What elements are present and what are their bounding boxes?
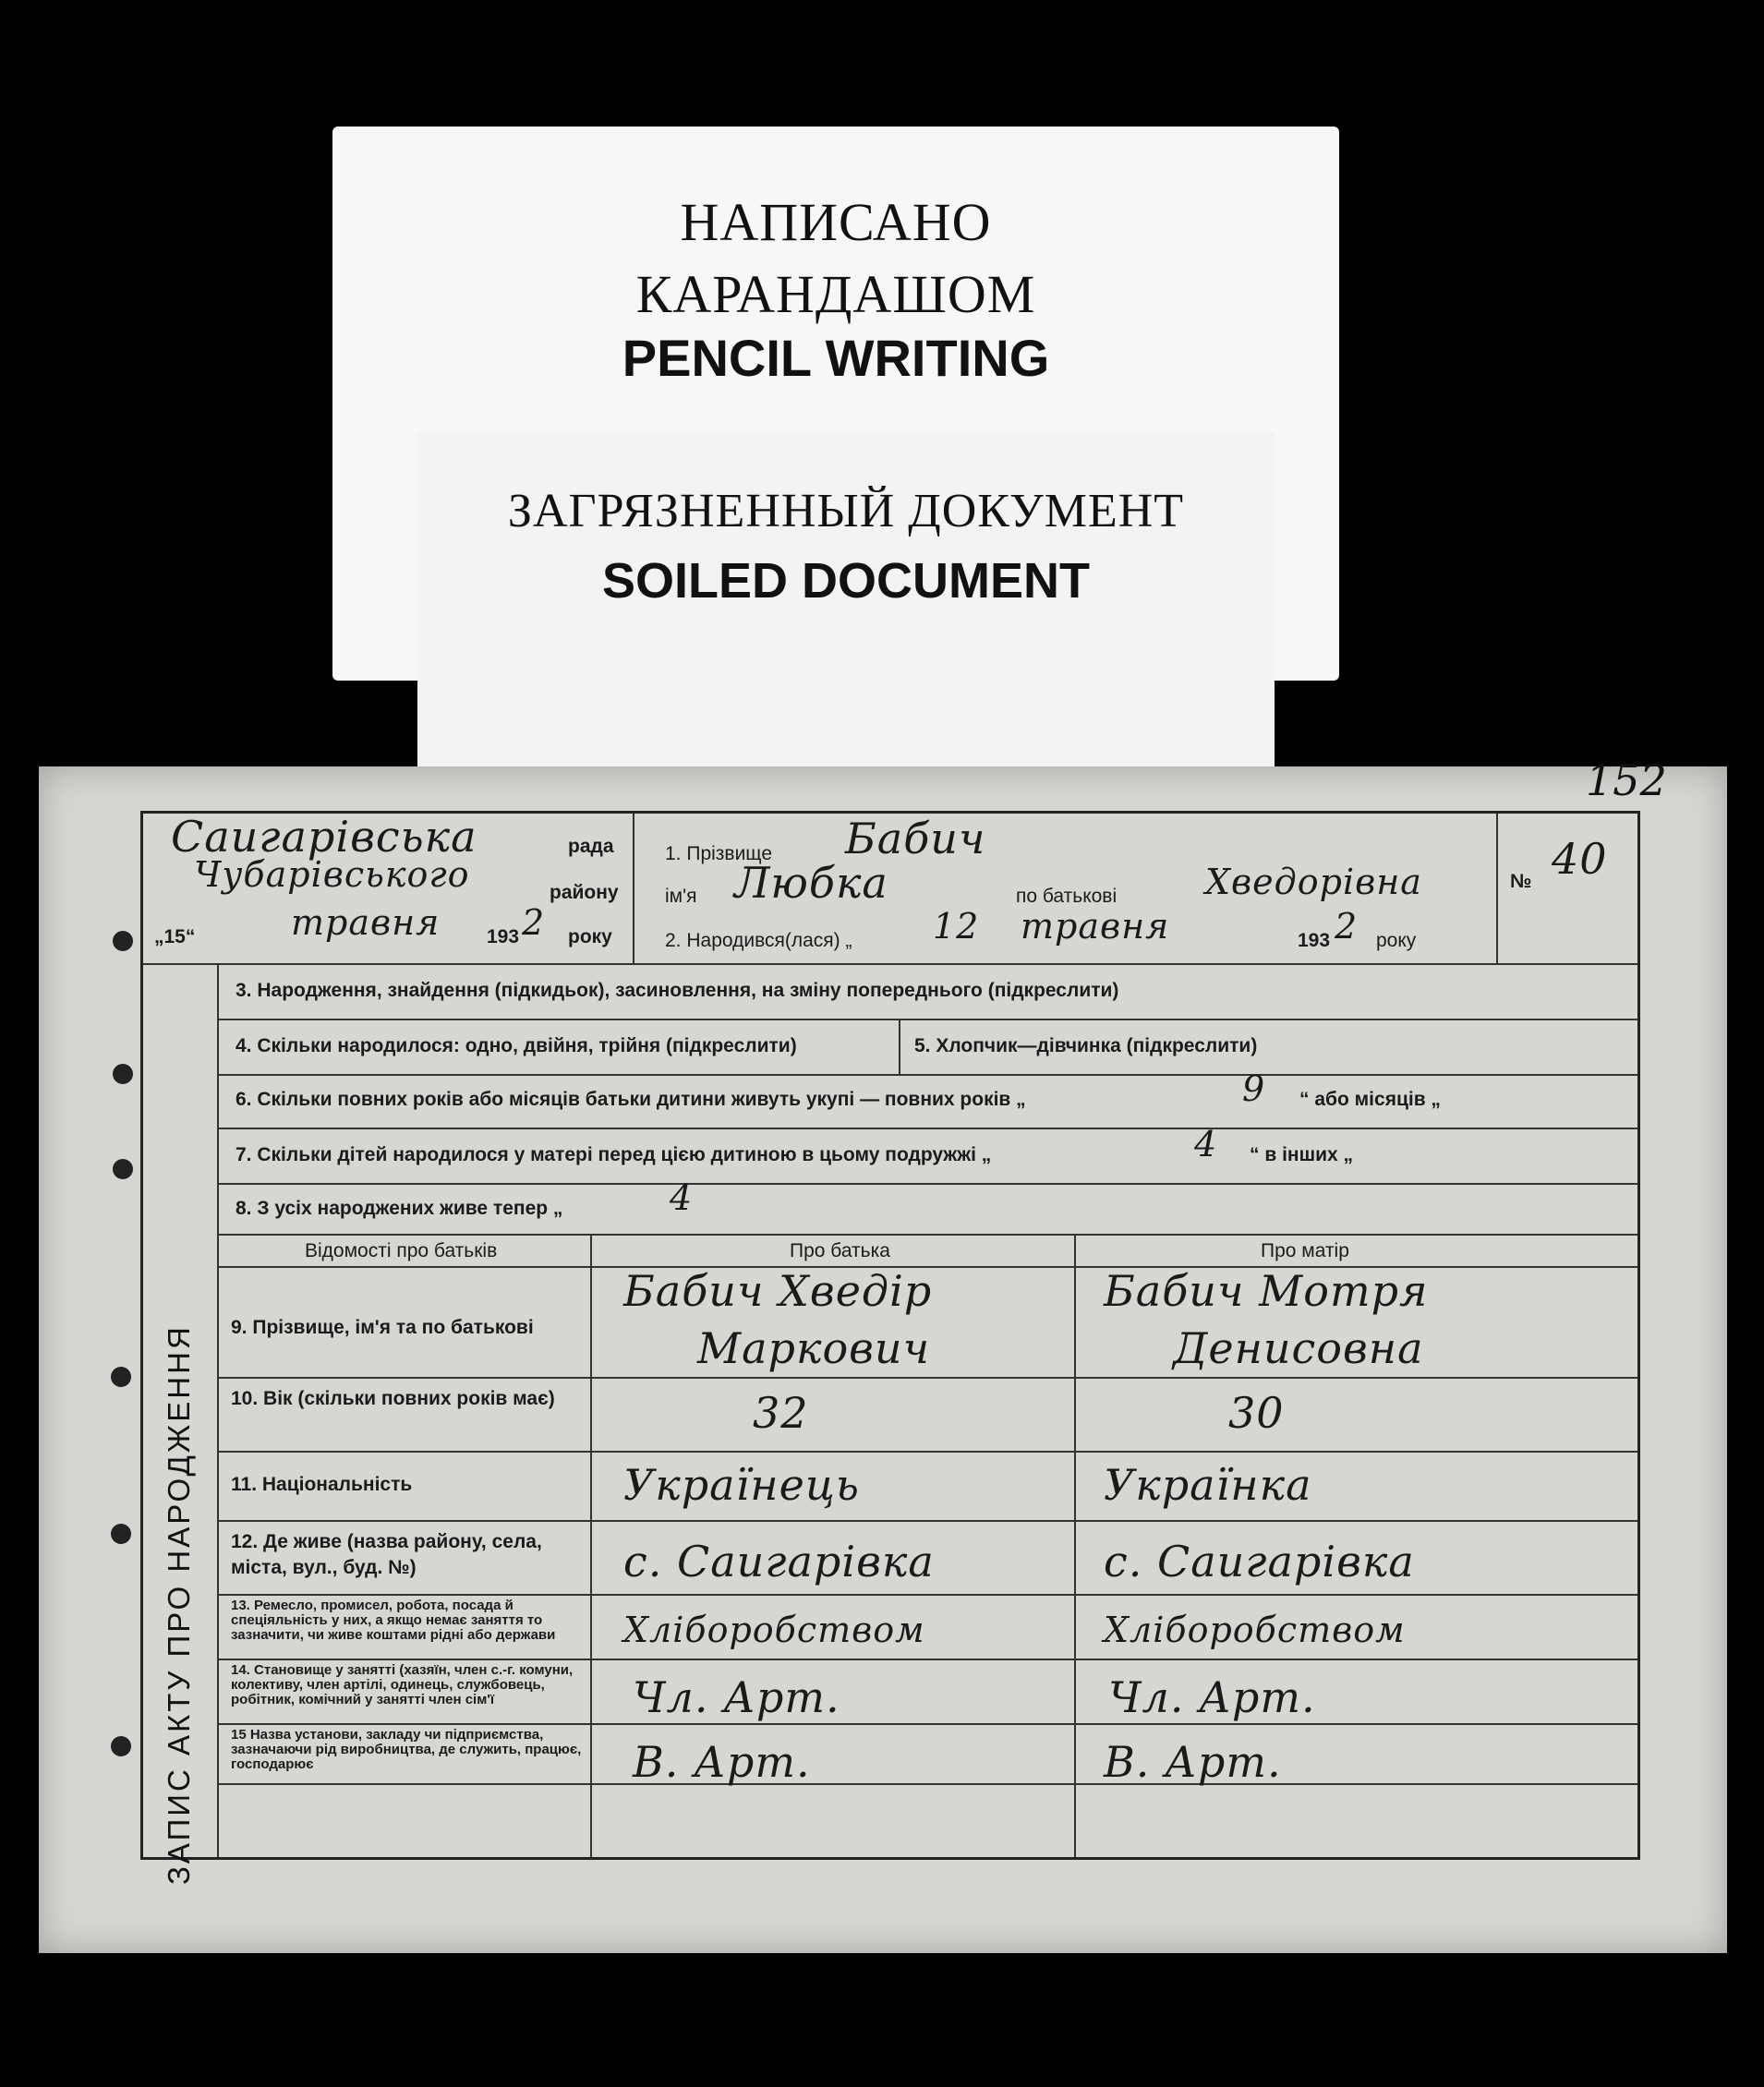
first-name-value: Любка bbox=[734, 858, 888, 908]
patronymic-label: по батькові bbox=[1016, 886, 1118, 907]
question-7-value: 4 bbox=[1194, 1124, 1218, 1164]
column-mother: Про матір bbox=[1261, 1240, 1349, 1261]
record-number-label: № bbox=[1510, 871, 1532, 892]
question-7: 7. Скільки дітей народилося у матері перед цією дитиною в цьому подружжі „ bbox=[236, 1144, 992, 1165]
registration-year-suffix: 2 bbox=[522, 902, 546, 943]
registration-roku-label: року bbox=[568, 926, 612, 947]
rada-value: Саигарівська bbox=[171, 812, 477, 862]
punch-hole bbox=[111, 1367, 131, 1387]
soiled-document-notice bbox=[417, 432, 1275, 774]
mother-age: 30 bbox=[1228, 1388, 1285, 1438]
column-father: Про батька bbox=[790, 1240, 890, 1261]
surname-label: 1. Прізвище bbox=[665, 843, 773, 864]
registration-year-prefix: 193 bbox=[487, 926, 520, 947]
registration-month: травня bbox=[291, 902, 441, 943]
first-name-label: ім'я bbox=[665, 886, 697, 907]
punch-hole bbox=[111, 1736, 131, 1756]
row-11-label: 11. Національність bbox=[231, 1474, 413, 1495]
row-13-label: 13. Ремесло, промисел, робота, посада й спеціяльність у них, а якщо немає заняття то зазначити, чи живе коштами рідні або держави bbox=[231, 1598, 556, 1643]
rayon-value: Чубарівського bbox=[194, 854, 470, 895]
pencil-notice-en: PENCIL WRITING bbox=[622, 329, 1050, 387]
punch-hole bbox=[113, 1159, 133, 1179]
question-6-value: 9 bbox=[1242, 1068, 1266, 1109]
row-14-label: 14. Становище у занятті (хазяїн, член с.-г. комуни, колективу, член артілі, одинець, службовець, робітник, комічний у занятті член сім'ї bbox=[231, 1662, 574, 1707]
mother-workplace: В. Арт. bbox=[1104, 1737, 1282, 1787]
mother-nationality: Українка bbox=[1104, 1460, 1312, 1510]
sheet-number: 152 bbox=[1586, 755, 1667, 805]
soiled-notice-ru: ЗАГРЯЗНЕННЫЙ ДОКУМЕНТ bbox=[507, 485, 1185, 537]
father-surname-name: Бабич Хведір bbox=[623, 1266, 933, 1316]
birth-roku-label: року bbox=[1376, 930, 1417, 951]
rada-label: рада bbox=[568, 836, 614, 857]
punch-hole bbox=[113, 931, 133, 951]
mother-occupation: Хліборобством bbox=[1104, 1610, 1406, 1650]
father-residence: с. Саигарівка bbox=[623, 1537, 935, 1586]
birth-year-prefix: 193 bbox=[1298, 930, 1331, 951]
rayon-label: району bbox=[550, 882, 619, 903]
birth-day: 12 bbox=[933, 906, 980, 947]
birth-year-suffix: 2 bbox=[1335, 906, 1359, 947]
mother-occupation-status: Чл. Арт. bbox=[1108, 1672, 1316, 1722]
question-6: 6. Скільки повних років або місяців батьки дитини живуть укупі — повних років „ bbox=[236, 1089, 1026, 1110]
question-5: 5. Хлопчик—дівчинка (підкреслити) bbox=[914, 1035, 1258, 1056]
form-vertical-title: ЗАПИС АКТУ ПРО НАРОДЖЕННЯ bbox=[162, 1324, 196, 1885]
pencil-notice-ru-line2: КАРАНДАШОМ bbox=[635, 264, 1036, 324]
soiled-notice-en: SOILED DOCUMENT bbox=[601, 553, 1090, 609]
father-occupation-status: Чл. Арт. bbox=[633, 1672, 840, 1722]
father-nationality: Українець bbox=[623, 1460, 860, 1510]
column-parents-info: Відомості про батьків bbox=[305, 1240, 498, 1261]
registration-day: „15“ bbox=[154, 926, 196, 947]
mother-residence: с. Саигарівка bbox=[1104, 1537, 1415, 1586]
question-8: 8. З усіх народжених живе тепер „ bbox=[236, 1198, 563, 1219]
pencil-notice-ru-line1: НАПИСАНО bbox=[680, 192, 992, 252]
father-patronymic: Маркович bbox=[697, 1323, 931, 1373]
surname-value: Бабич bbox=[845, 814, 986, 863]
form-grid bbox=[140, 811, 1640, 1885]
row-15-label: 15 Назва установи, закладу чи підприємства, зазначаючи рід виробництва, де служить, працює, господарює bbox=[231, 1727, 582, 1772]
birth-record-form bbox=[39, 755, 1727, 1953]
question-6-tail: “ або місяців „ bbox=[1299, 1089, 1441, 1110]
mother-surname-name: Бабич Мотря bbox=[1104, 1266, 1429, 1316]
row-12-label: 12. Де живе (назва району, села, міста, вул., буд. №) bbox=[231, 1531, 542, 1578]
row-10-label: 10. Вік (скільки повних років має) bbox=[231, 1388, 555, 1409]
question-3: 3. Народження, знайдення (підкидьок), засиновлення, на зміну попереднього (підкреслити) bbox=[236, 980, 1119, 1001]
question-4: 4. Скільки народилося: одно, двійня, трійня (підкреслити) bbox=[236, 1035, 797, 1056]
birth-date-label: 2. Народився(лася) „ bbox=[665, 930, 852, 951]
record-number-value: 40 bbox=[1552, 834, 1608, 884]
father-occupation: Хліборобством bbox=[623, 1610, 925, 1650]
mother-patronymic: Денисовна bbox=[1173, 1323, 1424, 1373]
punch-hole bbox=[113, 1064, 133, 1084]
question-7-tail: “ в інших „ bbox=[1250, 1144, 1354, 1165]
row-9-label: 9. Прізвище, ім'я та по батькові bbox=[231, 1317, 534, 1338]
punch-hole bbox=[111, 1524, 131, 1544]
patronymic-value: Хведорівна bbox=[1205, 862, 1422, 902]
question-8-value: 4 bbox=[670, 1177, 694, 1218]
father-workplace: В. Арт. bbox=[633, 1737, 811, 1787]
father-age: 32 bbox=[753, 1388, 809, 1438]
birth-month: травня bbox=[1021, 906, 1170, 947]
